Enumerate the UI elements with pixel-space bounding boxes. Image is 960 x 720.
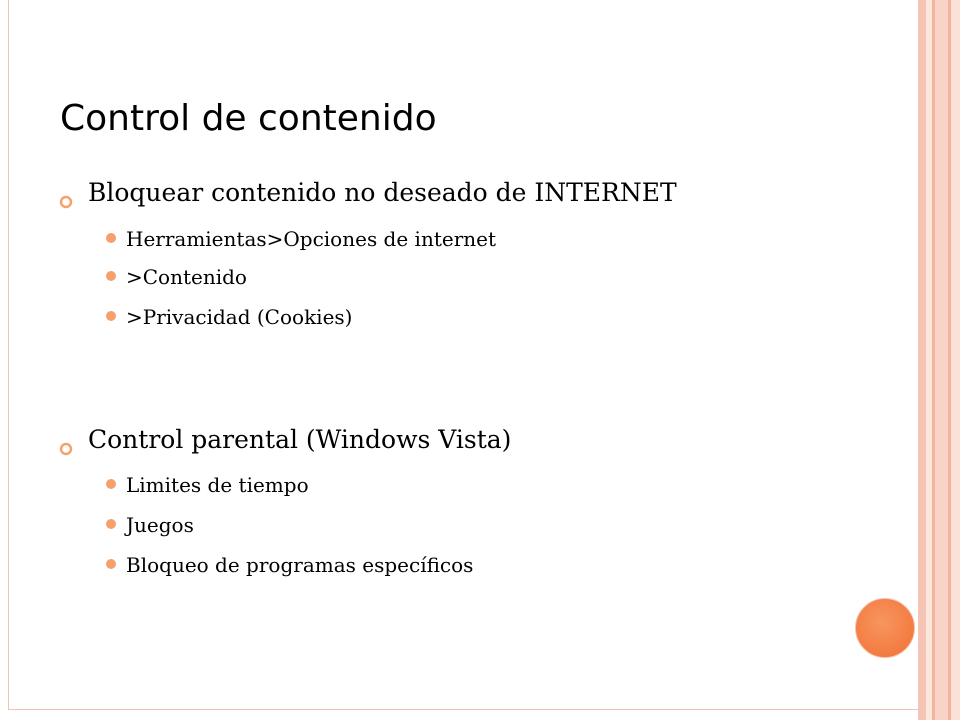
filled-dot-icon xyxy=(106,233,116,243)
filled-dot-icon xyxy=(106,271,116,281)
section-heading-text: Control parental (Windows Vista) xyxy=(88,425,512,454)
list-item-text: Limites de tiempo xyxy=(126,473,309,497)
filled-dot-icon xyxy=(106,479,116,489)
filled-dot-icon xyxy=(106,519,116,529)
decorative-circle-icon xyxy=(855,598,915,658)
list-item xyxy=(126,227,496,251)
decorative-stripe xyxy=(918,0,926,720)
open-circle-icon xyxy=(59,433,73,447)
filled-dot-icon xyxy=(106,559,116,569)
list-item-text: >Privacidad (Cookies) xyxy=(126,305,353,329)
list-item-text: Herramientas>Opciones de internet xyxy=(126,227,497,251)
list-item xyxy=(126,305,352,329)
section-heading xyxy=(88,178,677,207)
section-heading-text: Bloquear contenido no deseado de INTERNET xyxy=(88,178,677,207)
list-item xyxy=(126,553,473,577)
list-item xyxy=(126,265,247,289)
filled-dot-icon xyxy=(106,311,116,321)
decorative-stripe xyxy=(935,0,948,720)
decorative-stripe xyxy=(951,0,960,720)
list-item-text: >Contenido xyxy=(126,265,247,289)
list-item-text: Juegos xyxy=(126,513,194,537)
section-heading xyxy=(88,425,511,454)
list-item-text: Bloqueo de programas específicos xyxy=(126,553,474,577)
open-circle-icon xyxy=(59,186,73,200)
slide-title: Control de contenido xyxy=(60,98,437,139)
list-item xyxy=(126,513,194,537)
list-item xyxy=(126,473,309,497)
